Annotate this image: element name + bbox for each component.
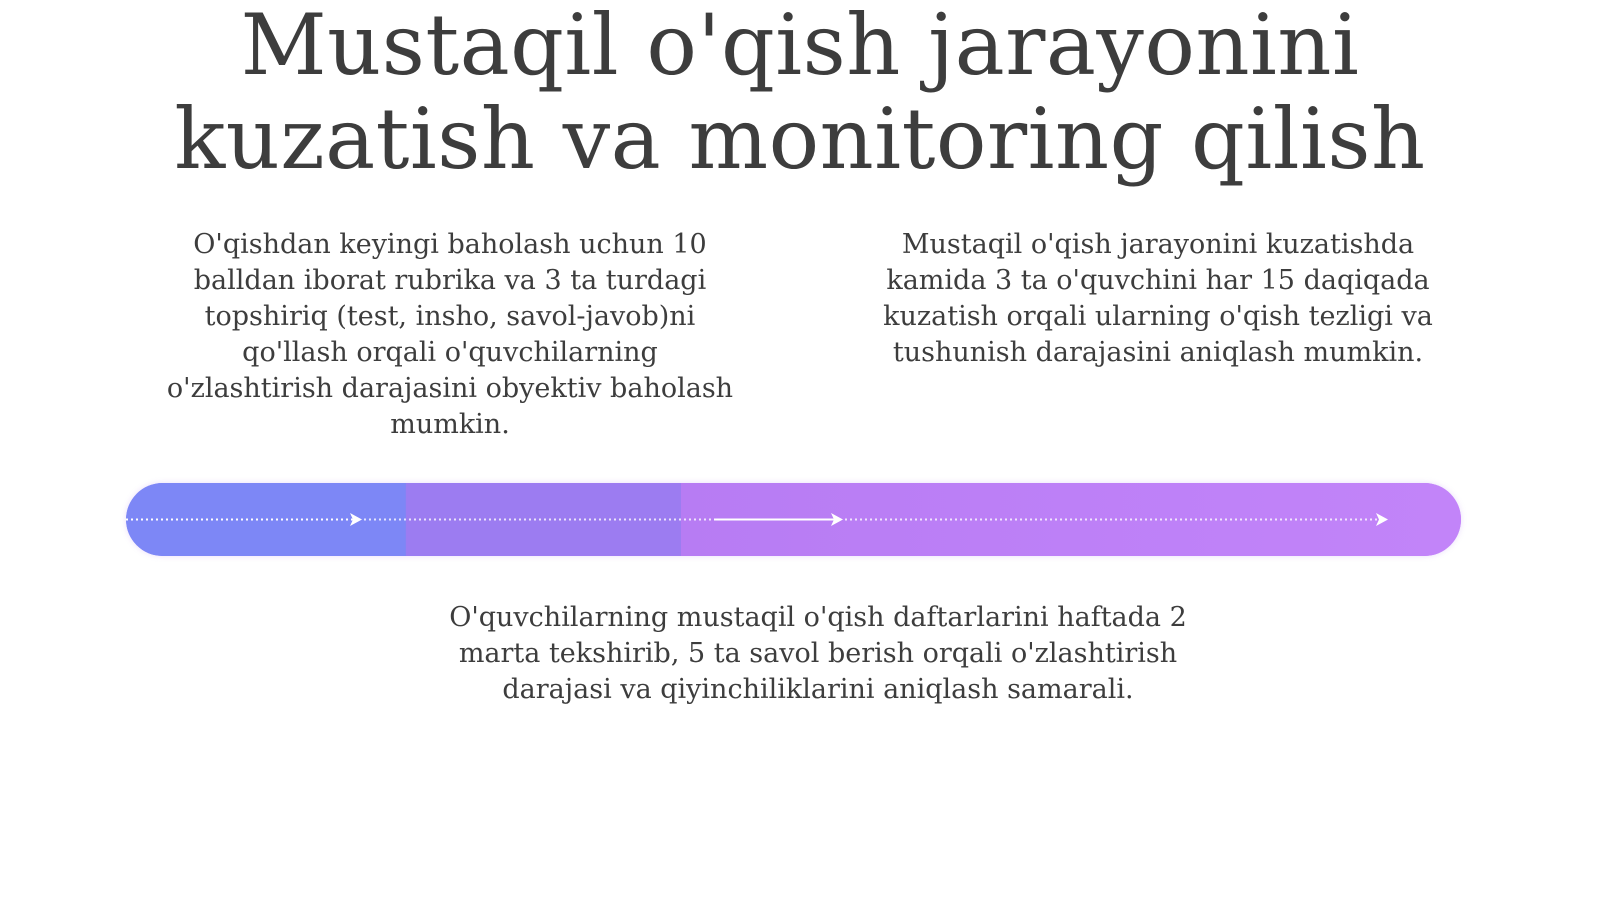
slide-title	[0, 0, 1600, 186]
text-block-right: Mustaqil o'qish jarayonini kuzatishda kamida 3 ta o'quvchini har 15 daqiqada kuzatish orqali ularning o'qish tezligi va tushunish darajasini aniqlash mumkin.	[883, 229, 1433, 368]
arrow-right-icon	[1376, 513, 1388, 526]
timeline-bar	[126, 483, 1461, 556]
title-line-2: kuzatish va monitoring qilish	[174, 90, 1426, 188]
timeline-arrows	[126, 483, 1461, 556]
title-line-1: Mustaqil o'qish jarayonini	[240, 0, 1360, 94]
text-block-bottom: O'quvchilarning mustaqil o'qish daftarlarini haftada 2 marta tekshirib, 5 ta savol berish orqali o'zlashtirish darajasi va qiyinchiliklarini aniqlash samarali.	[449, 602, 1187, 705]
text-block-left: O'qishdan keyingi baholash uchun 10 balldan iborat rubrika va 3 ta turdagi topshiriq (test, insho, savol-javob)ni qo'llash orqali o'quvchilarning o'zlashtirish darajasini obyektiv baholash mumkin.	[166, 229, 734, 440]
